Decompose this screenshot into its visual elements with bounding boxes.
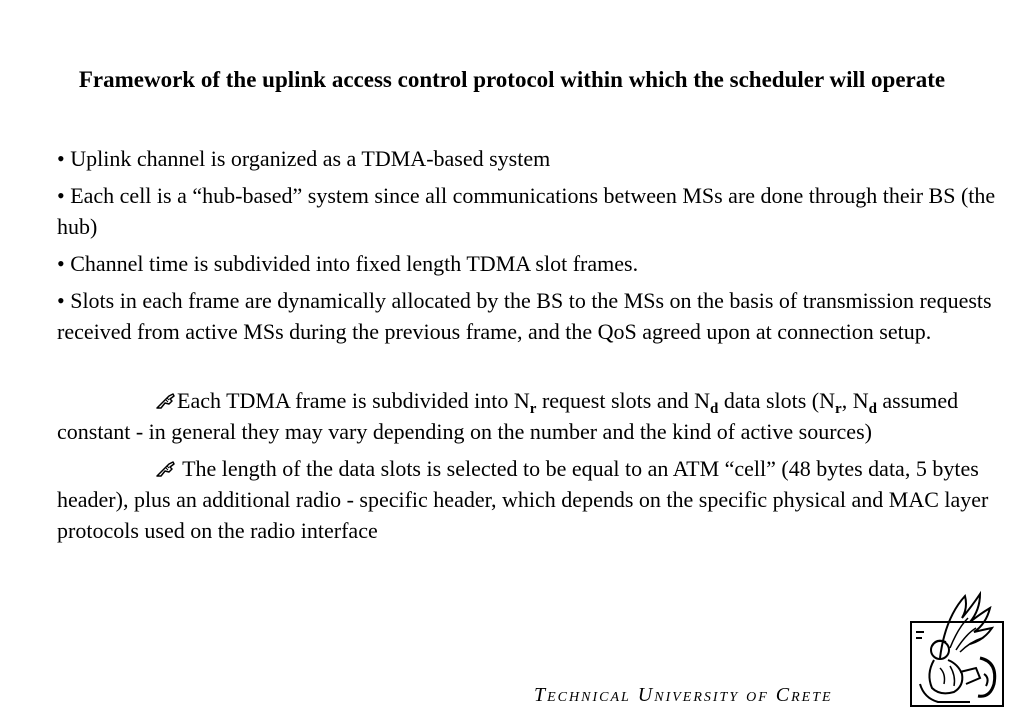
sub-item-1-text-c: data slots (N — [718, 388, 836, 413]
university-logo — [910, 588, 1010, 708]
pointing-hand-icon — [155, 387, 177, 407]
subscript-r: r — [529, 401, 537, 417]
sub-bullet-list — [57, 385, 997, 546]
sub-item-1-text-d: , N — [841, 388, 869, 413]
sub-bullet-item-1 — [57, 385, 997, 447]
footer-university-name: Technical University of Crete — [534, 684, 833, 706]
bullet-item-2: • Each cell is a “hub-based” system since all communications between MSs are done through their BS (the hub) — [57, 183, 996, 239]
slide-title: Framework of the uplink access control protocol within which the scheduler will operate — [78, 67, 946, 92]
bullet-item-3: • Channel time is subdivided into fixed length TDMA slot frames. — [57, 251, 639, 276]
subscript-d: d — [868, 401, 877, 417]
subscript-d: d — [709, 401, 719, 417]
sub-item-2-text: The length of the data slots is selected to be equal to an ATM “cell” (48 bytes data, 5 bytes header), plus an additional radio - specific header, which depends on the specific physical and MAC layer protocols used on the radio interface — [57, 456, 989, 543]
pointing-hand-icon — [155, 455, 177, 475]
bullet-list — [57, 143, 997, 552]
bullet-item-4: • Slots in each frame are dynamically allocated by the BS to the MSs on the basis of transmission requests received from active MSs during the previous frame, and the QoS agreed upon at connection setup. — [57, 288, 992, 344]
subscript-r: r — [835, 401, 842, 417]
sub-item-1-text-a: Each TDMA frame is subdivided into N — [177, 388, 530, 413]
sub-bullet-item-2 — [57, 453, 997, 546]
sub-item-1-text-e: assumed constant - in general they may vary depending on the number and the kind of active sources) — [57, 388, 959, 444]
bullet-item-1: • Uplink channel is organized as a TDMA-based system — [57, 146, 551, 171]
sub-item-1-text-b: request slots and N — [536, 388, 710, 413]
